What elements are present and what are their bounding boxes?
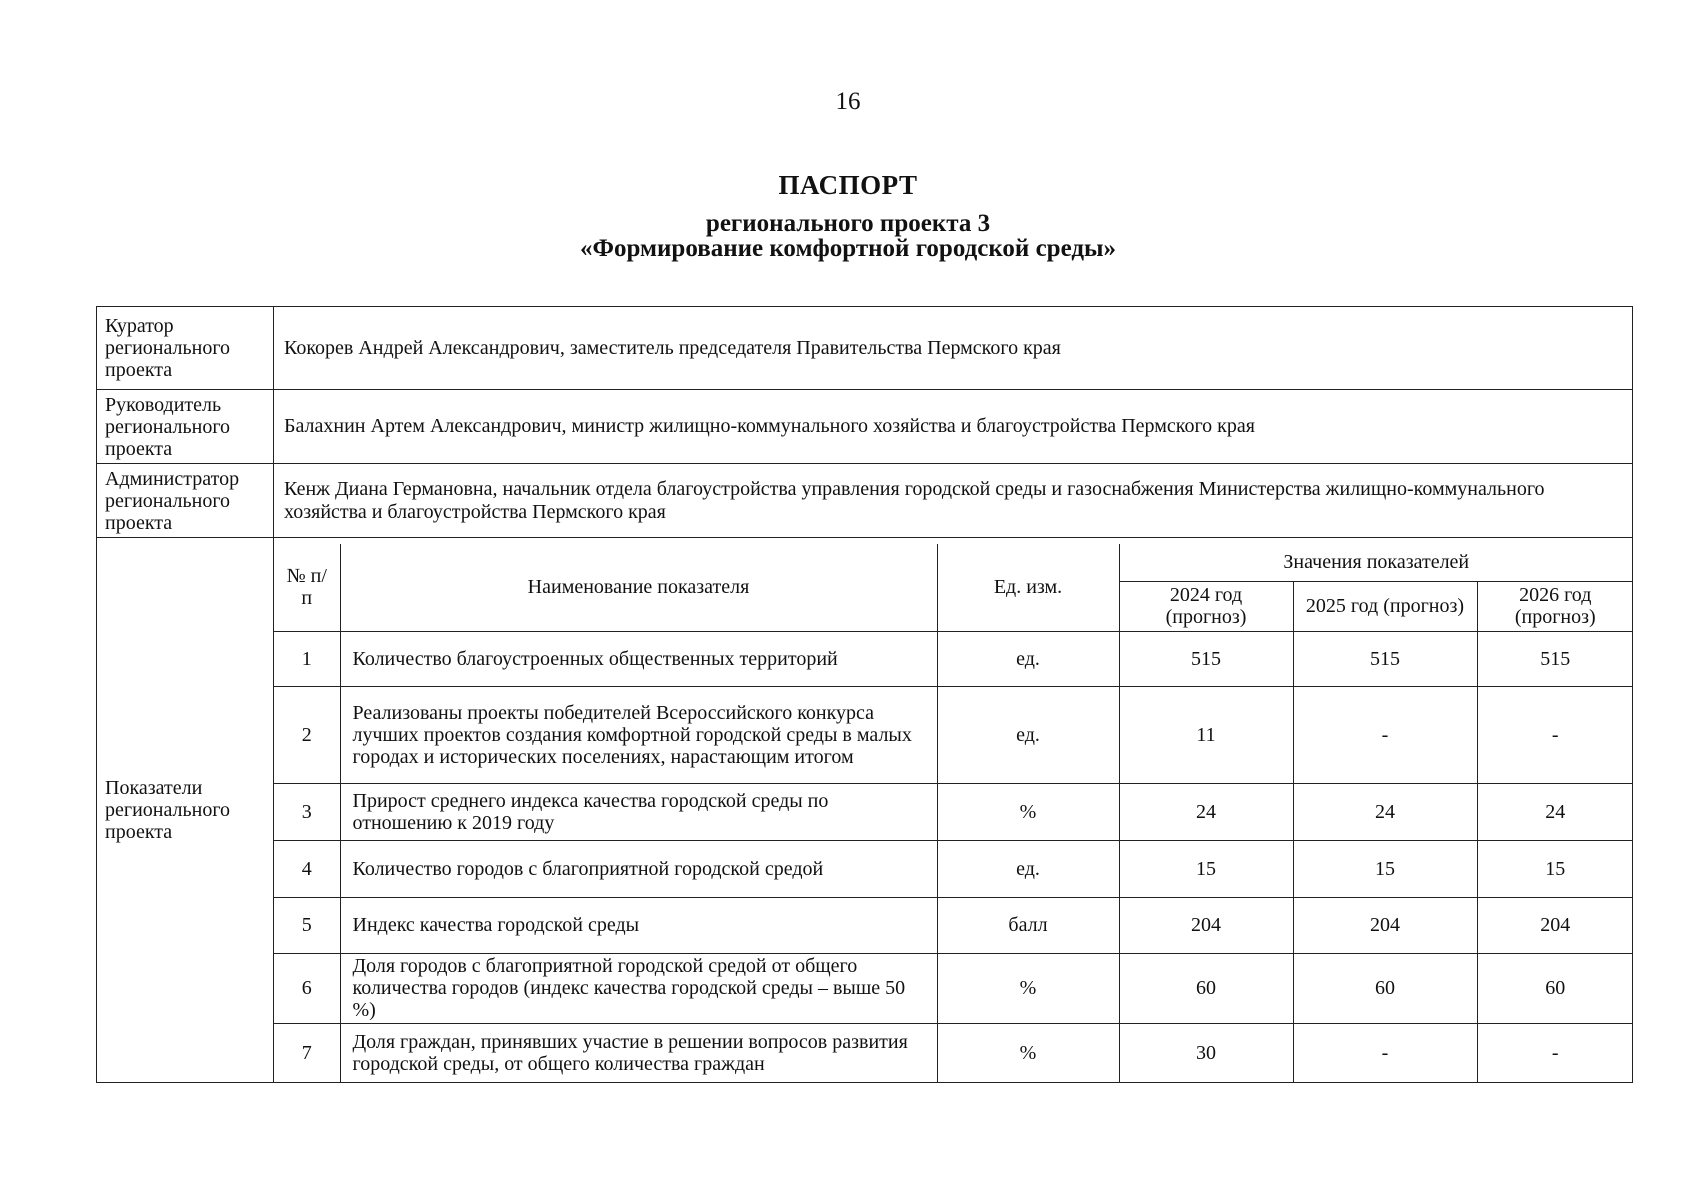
table-row (274, 840, 1633, 897)
value-2024: 204 (1119, 897, 1293, 953)
table-row (274, 897, 1633, 953)
value-2025: - (1293, 1023, 1477, 1082)
table-row (274, 1023, 1633, 1082)
admin-value: Кенж Диана Германовна, начальник отдела благоустройства управления городской среды и газоснабжения Министерства жилищно-коммунального хозяйства и благоустройства Пермского края (274, 464, 1633, 538)
curator-value: Кокорев Андрей Александрович, заместитель председателя Правительства Пермского края (274, 307, 1633, 390)
head-value: Балахнин Артем Александрович, министр жилищно-коммунального хозяйства и благоустройства Пермского края (274, 390, 1633, 464)
indicator-name: Доля граждан, принявших участие в решении вопросов развития городской среды, от общего количества граждан (340, 1023, 937, 1082)
row-number: 4 (274, 840, 340, 897)
table-row (274, 953, 1633, 1023)
subtitle-line-2: «Формирование комфортной городской среды» (579, 235, 1117, 262)
value-2026: - (1477, 1023, 1633, 1082)
value-2024: 11 (1119, 686, 1293, 783)
indicator-name: Прирост среднего индекса качества городской среды по отношению к 2019 году (340, 783, 937, 840)
indicators-row (97, 538, 1633, 1083)
header-2025: 2025 год (прогноз) (1293, 581, 1477, 631)
table-row (274, 783, 1633, 840)
indicator-name: Реализованы проекты победителей Всероссийского конкурса лучших проектов создания комфортной городской среды в малых городах и исторических поселениях, нарастающим итогом (340, 686, 937, 783)
row-number: 1 (274, 631, 340, 686)
indicators-cell (274, 538, 1633, 1083)
value-2024: 515 (1119, 631, 1293, 686)
table-row (274, 686, 1633, 783)
value-2025: 204 (1293, 897, 1477, 953)
indicators-table (274, 544, 1633, 1083)
row-number: 2 (274, 686, 340, 783)
indicator-name: Количество городов с благоприятной городской средой (340, 840, 937, 897)
header-row-1 (274, 544, 1633, 581)
indicator-unit: ед. (937, 631, 1119, 686)
header-unit: Ед. изм. (937, 544, 1119, 631)
value-2025: 515 (1293, 631, 1477, 686)
row-number: 7 (274, 1023, 340, 1082)
value-2024: 60 (1119, 953, 1293, 1023)
indicators-label: Показатели регионального проекта (97, 538, 274, 1083)
header-2026: 2026 год (прогноз) (1477, 581, 1633, 631)
indicator-unit: балл (937, 897, 1119, 953)
value-2025: 15 (1293, 840, 1477, 897)
admin-row (97, 464, 1633, 538)
value-2025: 24 (1293, 783, 1477, 840)
passport-table (96, 306, 1633, 1083)
indicator-unit: % (937, 1023, 1119, 1082)
value-2026: 515 (1477, 631, 1633, 686)
indicator-name: Индекс качества городской среды (340, 897, 937, 953)
value-2026: 204 (1477, 897, 1633, 953)
indicator-unit: ед. (937, 686, 1119, 783)
document-subtitle (0, 211, 1696, 261)
head-label: Руководитель регионального проекта (97, 390, 274, 464)
admin-label: Администратор регионального проекта (97, 464, 274, 538)
value-2024: 15 (1119, 840, 1293, 897)
curator-label: Куратор регионального проекта (97, 307, 274, 390)
row-number: 6 (274, 953, 340, 1023)
document-title: ПАСПОРТ (778, 170, 918, 200)
indicator-unit: ед. (937, 840, 1119, 897)
value-2026: - (1477, 686, 1633, 783)
indicator-name: Количество благоустроенных общественных территорий (340, 631, 937, 686)
head-row (97, 390, 1633, 464)
value-2024: 24 (1119, 783, 1293, 840)
value-2024: 30 (1119, 1023, 1293, 1082)
row-number: 5 (274, 897, 340, 953)
header-num: № п/п (274, 544, 340, 631)
subtitle-line-1: регионального проекта 3 (705, 210, 991, 237)
value-2025: 60 (1293, 953, 1477, 1023)
value-2025: - (1293, 686, 1477, 783)
page-number: 16 (835, 88, 861, 115)
header-values: Значения показателей (1119, 544, 1633, 581)
value-2026: 15 (1477, 840, 1633, 897)
curator-row (97, 307, 1633, 390)
indicator-unit: % (937, 783, 1119, 840)
indicator-name: Доля городов с благоприятной городской средой от общего количества городов (индекс качества городской среды – выше 50 %) (340, 953, 937, 1023)
row-number: 3 (274, 783, 340, 840)
table-row (274, 631, 1633, 686)
header-name: Наименование показателя (340, 544, 937, 631)
value-2026: 24 (1477, 783, 1633, 840)
value-2026: 60 (1477, 953, 1633, 1023)
header-2024: 2024 год (прогноз) (1119, 581, 1293, 631)
indicator-unit: % (937, 953, 1119, 1023)
